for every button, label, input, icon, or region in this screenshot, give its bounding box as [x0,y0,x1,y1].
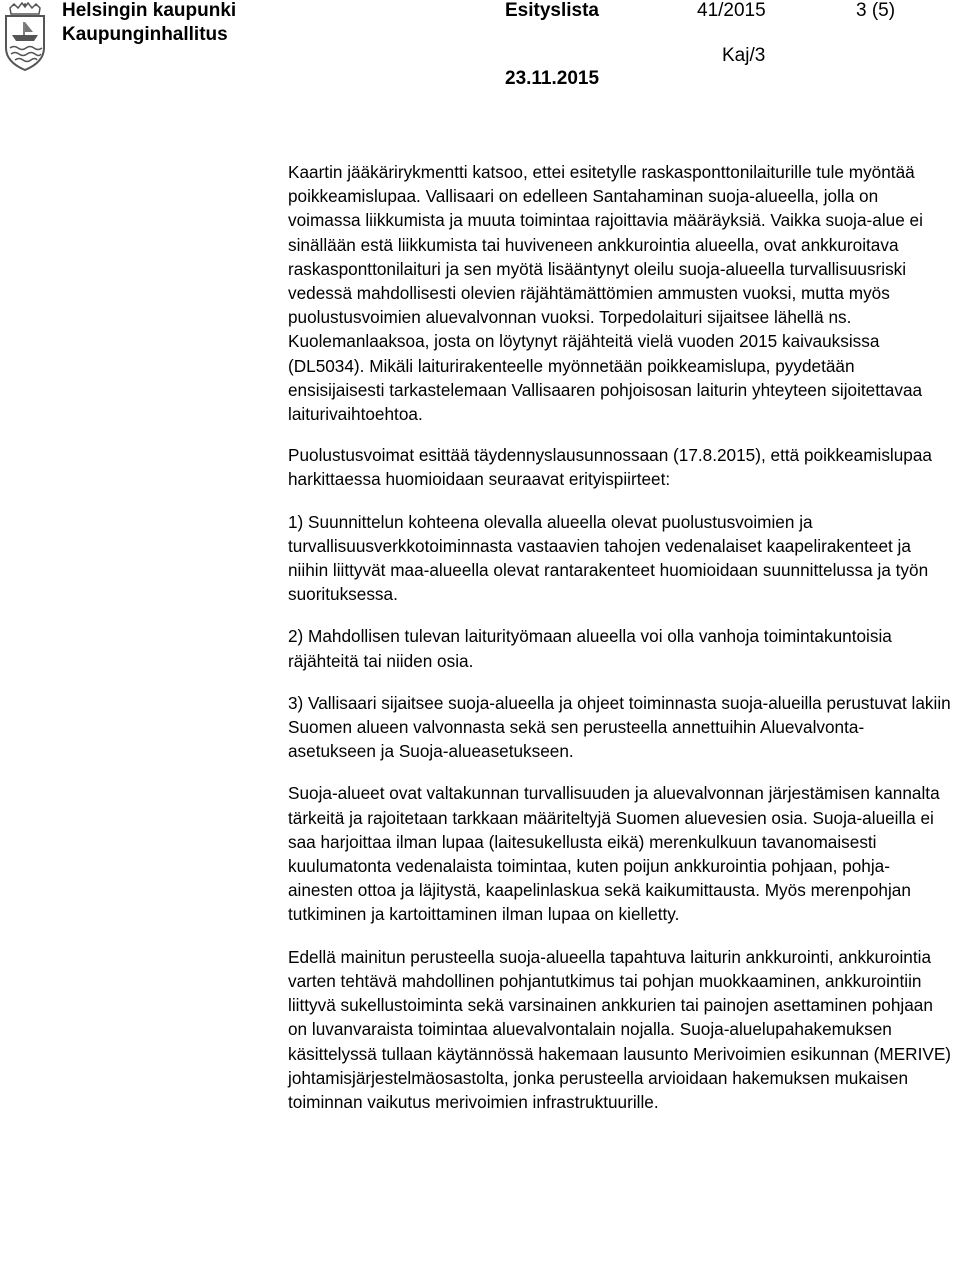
paragraph-3: 1) Suunnittelun kohteena olevalla alueella olevat puolustusvoimien ja turvallisuusverkkotoiminnasta vastaavien tahojen vedenalaiset kaapelirakenteet ja niihin liittyvät maa-alueella olevat rantarakenteet huomioidaan suunnittelussa ja työn suorituksessa. [288,511,929,605]
document-number: 41/2015 [697,0,766,21]
meeting-date: 23.11.2015 [505,68,600,89]
helsinki-coat-of-arms-icon [2,2,48,72]
paragraph-1: Kaartin jääkärirykmentti katsoo, ettei esitetylle raskasponttonilaiturille tule myöntää poikkeamislupaa. Vallisaari on edelleen Santahaminan suoja-alueella, jolla on voimassa liikkumista ja muuta toimintaa rajoittavia määräyksiä. Vaikka suoja-alue ei sinällään estä liikkumista tai huviveneen ankkurointia alueella, ovat ankkuroitava raskasponttonilaituri ja sen myötä lisääntynyt oleilu suoja-alueella turvallisuusriski vedessä mahdollisesti olevien räjähtämättömien ammusten vuoksi, mutta myös puolustusvoimien aluevalvonnan vuoksi. Torpedolaituri sijaitsee lähellä ns. Kuolemanlaaksoa, josta on löytynyt räjähteitä vielä vuoden 2015 kaivauksissa (DL5034). Mikäli laiturirakenteelle myönnetään poikkeamislupa, pyydetään ensisijaisesti tarkastelemaan Vallisaaren pohjoisosan laiturin yhteyteen sijoitettavaa laiturivaihtoehtoa. [288,162,923,425]
page-indicator: 3 (5) [856,0,896,21]
document-body [288,160,952,1132]
paragraph-2: Puolustusvoimat esittää täydennyslausunnossaan (17.8.2015), että poikkeamislupaa harkittaessa huomioidaan seuraavat erityispiirteet: [288,445,932,490]
document-type: Esityslista [505,0,599,21]
paragraph-6: Suoja-alueet ovat valtakunnan turvallisuuden ja aluevalvonnan järjestämisen kannalta tärkeitä ja rajoitetaan tarkkaan määriteltyjä Suomen aluevesien osia. Suoja-alueilla ei saa harjoittaa ilman lupaa (laitesukellusta eikä) merenkulkuun tavanomaisesti kuulumatonta vedenalaista toimintaa, kuten poijun ankkurointia pohjaan, pohja-ainesten ottoa ja läjitystä, kaapelinlaskua sekä kaikumittausta. Myös merenpohjan tutkiminen ja kartoittaminen ilman lupaa on kielletty. [288,783,940,925]
org-name: Helsingin kaupunki [62,0,237,21]
item-code: Kaj/3 [722,45,766,66]
paragraph-4: 2) Mahdollisen tulevan laiturityömaan alueella voi olla vanhoja toimintakuntoisia räjähteitä tai niiden osia. [288,626,892,671]
paragraph-5: 3) Vallisaari sijaitsee suoja-alueella ja ohjeet toiminnasta suoja-alueilla perustuvat lakiin Suomen alueen valvonnasta sekä sen perusteella annettuihin Aluevalvonta-asetukseen ja Suoja-alueasetukseen. [288,692,951,762]
body-name: Kaupunginhallitus [62,24,228,45]
paragraph-7: Edellä mainitun perusteella suoja-alueella tapahtuva laiturin ankkurointi, ankkurointia varten tehtävä mahdollinen pohjantutkimus tai pohjan muokkaaminen, ankkurointiin liittyvä sukellustoiminta sekä varsinainen ankkurien tai painojen asettaminen pohjaan on luvanvaraista toimintaa aluevalvontalain nojalla. Suoja-aluelupahakemuksen käsittelyssä tullaan käytännössä hakemaan lausunto Merivoimien esikunnan (MERIVE) johtamisjärjestelmäosastolta, jonka perusteella arvioidaan hakemuksen mukaisen toiminnan vaikutus merivoimien infrastruktuurille. [288,946,952,1112]
